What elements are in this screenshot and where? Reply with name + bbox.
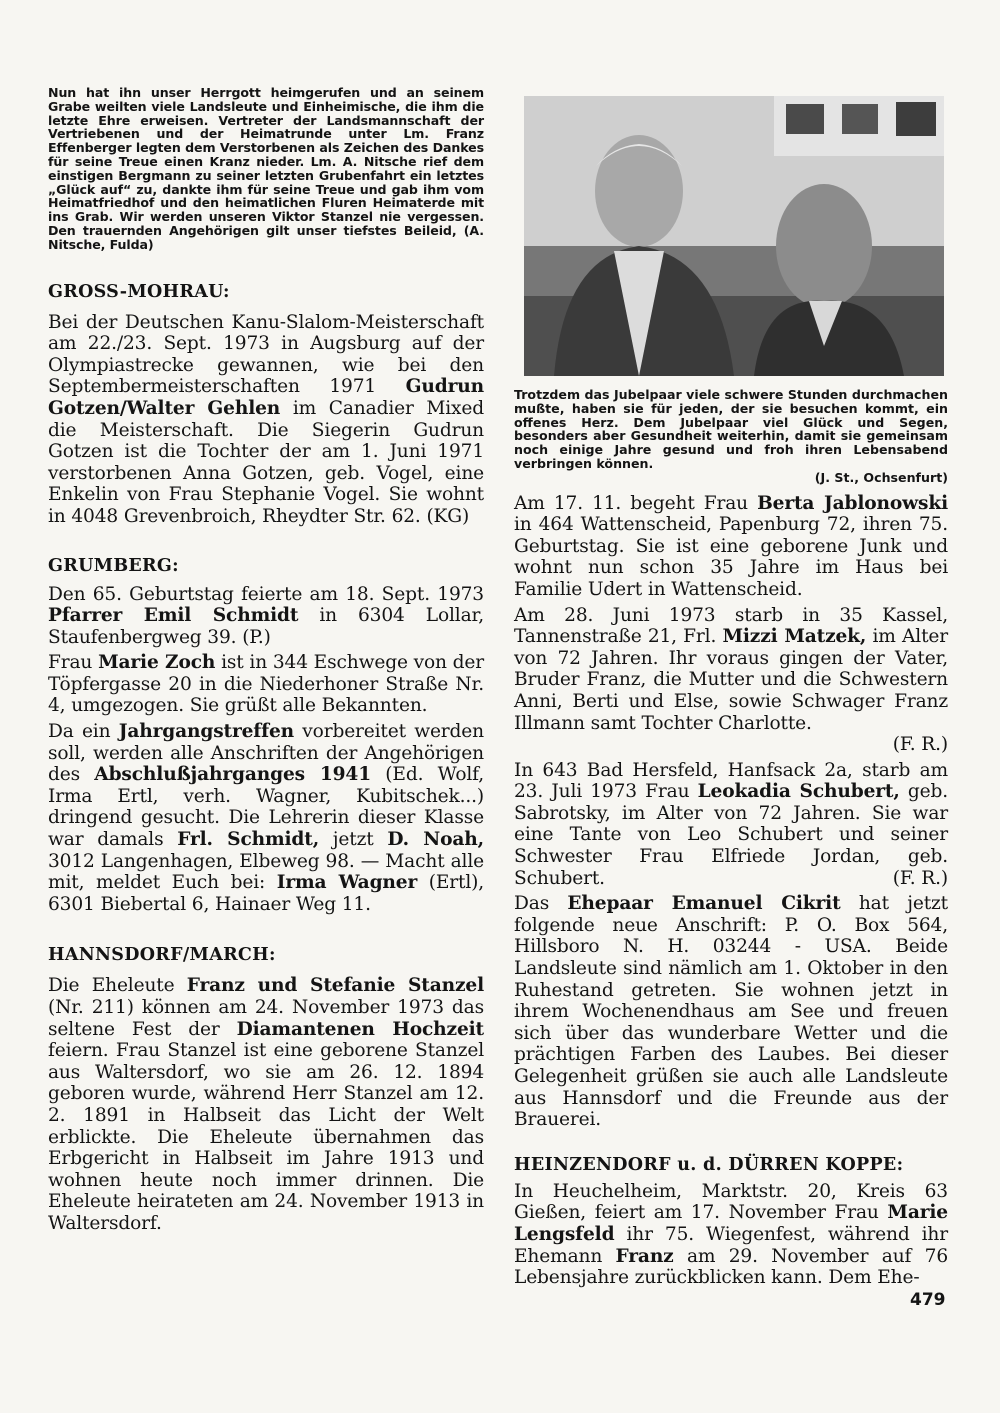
grumberg-paragraph-2: Frau Marie Zoch ist in 344 Eschwege von der Töpfergasse 20 in die Niederhoner Straße Nr. 4, umgezogen. Sie grüßt alle Bekannten. <box>48 652 485 717</box>
grumberg-paragraph-3: Da ein Jahrgangstreffen vorbereitet werden soll, werden alle Anschriften der Angehörigen des Abschlußjahrganges 1941 (Ed. Wolf, Irma Ertl, verh. Wagner, Kubitschek...) dringend gesucht. Die Lehrerin dieser Klasse war damals Frl. Schmidt, jetzt D. Noah, 3012 Langenhagen, Elbeweg 98. — Macht alle mit, meldet Euch bei: Irma Wagner (Ertl), 6301 Biebertal 6, Hainaer Weg 11. <box>48 721 484 915</box>
hannsdorf-paragraph: Die Eheleute Franz und Stefanie Stanzel (Nr. 211) können am 24. November 1973 das seltene Fest der Diamantenen Hochzeit feiern. Frau Stanzel ist eine geborene Stanzel aus Waltersdorf, wo sie am 26. 12. 1894 geboren wurde, während Herr Stanzel am 12. 2. 1891 in Halbseit das Licht der Welt erblickte. Die Eheleute übernahmen das Erbgericht in Halbseit im Jahre 1913 und wohnen heute noch immer drinnen. Die Eheleute heirateten am 24. November 1913 in Waltersdorf. <box>48 975 484 1234</box>
section-heading-gross-mohrau: GROSS-MOHRAU: <box>48 281 230 302</box>
notice-matzek-signature: (F. R.) <box>892 734 948 756</box>
gross-mohrau-paragraph: Bei der Deutschen Kanu-Slalom-Meisterschaft am 22./23. Sept. 1973 in Augsburg auf der Olympiastrecke gewannen, wie bei den Septembermeisterschaften 1971 Gudrun Gotzen/Walter Gehlen im Canadier Mixed die Meisterschaft. Die Siegerin Gudrun Gotzen ist die Tochter der am 1. Juni 1971 verstorbenen Anna Gotzen, geb. Vogel, eine Enkelin von Frau Stephanie Vogel. Sie wohnt in 4048 Grevenbroich, Rheydter Str. 62. (KG) <box>48 311 484 527</box>
notice-schubert: In 643 Bad Hersfeld, Hanfsack 2a, starb am 23. Juli 1973 Frau Leokadia Schubert, geb. Sabrotsky, im Alter von 72 Jahren. Sie war eine Tante von Leo Schubert und seiner Schwester Frau Elfriede Jordan, geb. Schubert. <box>514 759 948 889</box>
notice-schubert-signature: (F. R.) <box>892 867 948 889</box>
left-column <box>48 86 484 1235</box>
obituary-text: Nun hat ihn unser Herrgott heimgerufen und an seinem Grabe weilten viele Landsleute und Einheimische, die ihm die letzte Ehre erweisen. Vertreter der Landsmannschaft der Vertriebenen und der Heimatrunde unter Lm. Franz Effenberger legten dem Verstorbenen als Zeichen des Dankes für seine Treue einen Kranz nieder. Lm. A. Nitsche rief dem einstigen Bergmann zu seiner letzten Grubenfahrt ein letztes „Glück auf“ zu, dankte ihm für seine Treue und gab ihm vom Heimatfriedhof und den heimatlichen Fluren Heimaterde mit ins Grab. Wir werden unseren Viktor Stanzel nie vergessen. Den trauernden Angehörigen gilt unser tiefstes Beileid, (A. Nitsche, Fulda) <box>48 85 484 252</box>
section-heading-heinzendorf: HEINZENDORF u. d. DÜRREN KOPPE: <box>514 1154 904 1175</box>
notice-cikrit: Das Ehepaar Emanuel Cikrit hat jetzt folgende neue Anschrift: P. O. Box 564, Hillsboro N. H. 03244 - USA. Beide Landsleute sind nämlich am 1. Oktober in den Ruhestand getreten. Sie wohnen jetzt in ihrem Wochenendhaus am See und freuen sich über das wunderbare Wetter und die prächtigen Farben des Laubes. Bei dieser Gelegenheit grüßen sie auch alle Landsleute aus Hannsdorf und die Freunde aus der Brauerei. <box>514 893 948 1131</box>
page-number: 479 <box>910 1290 946 1310</box>
photo-caption: Trotzdem das Jubelpaar viele schwere Stunden durchmachen mußte, haben sie für jeden, der sie besuchen kommt, ein offenes Herz. Dem Jubelpaar viel Glück und Segen, besonders aber Gesundheit weiterhin, damit sie gemeinsam noch einige Jahre gesund und froh ihren Lebensabend verbringen können. <box>514 387 948 471</box>
right-column <box>514 86 948 1289</box>
heinzendorf-paragraph: In Heuchelheim, Marktstr. 20, Kreis 63 Gießen, feiert am 17. November Frau Marie Lengsfeld ihr 75. Wiegenfest, während ihr Ehemann Franz am 29. November auf 76 Lebensjahre zurückblicken kann. Dem Ehe- <box>514 1180 949 1289</box>
grumberg-paragraph-1: Den 65. Geburtstag feierte am 18. Sept. 1973 Pfarrer Emil Schmidt in 6304 Lollar, Staufenbergweg 39. (P.) <box>48 583 484 648</box>
photo-caption-signature: (J. St., Ochsenfurt) <box>814 469 948 485</box>
notice-matzek: Am 28. Juni 1973 starb in 35 Kassel, Tannenstraße 21, Frl. Mizzi Matzek, im Alter von 72 Jahren. Ihr voraus gingen der Vater, Bruder Franz, die Mutter und die Schwestern Anni, Berti und Else, sowie Schwager Franz Illmann samt Tochter Charlotte. <box>514 604 948 734</box>
couple-photo-illustration <box>524 96 944 376</box>
section-heading-grumberg: GRUMBERG: <box>48 555 179 576</box>
couple-photo <box>524 96 944 376</box>
section-heading-hannsdorf: HANNSDORF/MARCH: <box>48 945 276 966</box>
notice-jablonowski: Am 17. 11. begeht Frau Berta Jablonowski in 464 Wattenscheid, Papenburg 72, ihren 75. Geburtstag. Sie ist eine geborene Junk und wohnt nun schon 35 Jahre im Haus bei Familie Udert in Wattenscheid. <box>514 492 948 600</box>
